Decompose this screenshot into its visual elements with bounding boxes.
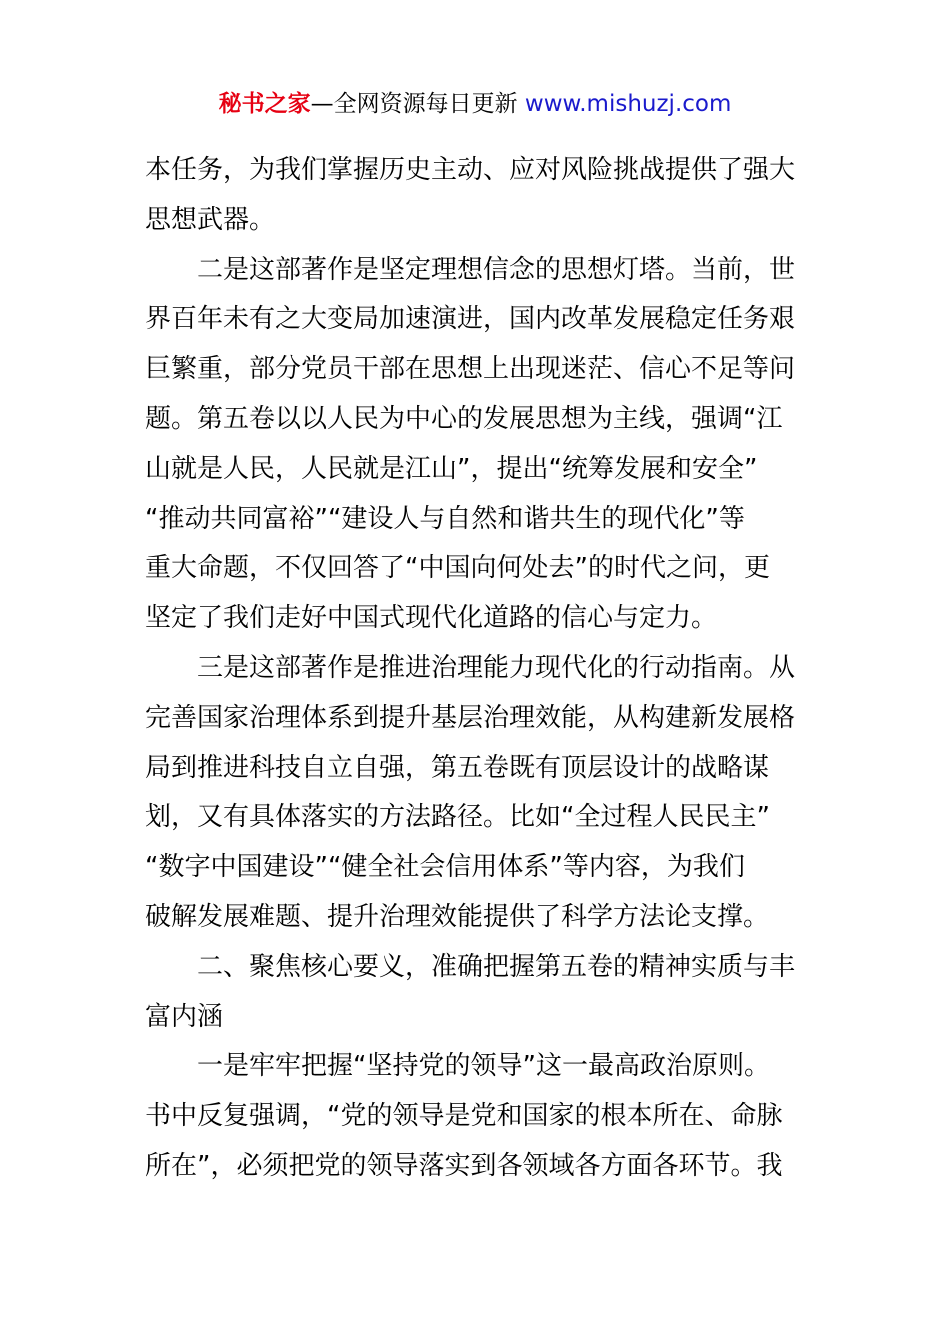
text-line: 所在”，必须把党的领导落实到各领域各方面各环节。我 — [145, 1150, 783, 1181]
text-line: 题。第五卷以以人民为中心的发展思想为主线，强调“江 — [145, 403, 783, 434]
page-header — [0, 88, 950, 120]
section-heading-cont: 富内涵 — [145, 1001, 224, 1032]
text-line: “数字中国建设”“健全社会信用体系”等内容，为我们 — [145, 852, 745, 883]
text-line: 局到推进科技自立自强，第五卷既有顶层设计的战略谋 — [145, 752, 770, 783]
text-line: 山就是人民，人民就是江山”，提出“统筹发展和安全” — [145, 453, 758, 484]
text-line: “推动共同富裕”“建设人与自然和谐共生的现代化”等 — [145, 503, 745, 534]
document-body — [145, 146, 810, 1192]
text-line: 界百年未有之大变局加速演进，国内改革发展稳定任务艰 — [145, 304, 796, 335]
text-line: 完善国家治理体系到提升基层治理效能，从构建新发展格 — [145, 702, 796, 733]
text-line: 二是这部著作是坚定理想信念的思想灯塔。当前，世 — [197, 254, 796, 285]
text-line: 破解发展难题、提升治理效能提供了科学方法论支撑。 — [145, 901, 770, 932]
text-line: 本任务，为我们掌握历史主动、应对风险挑战提供了强大 — [145, 155, 796, 185]
text-line: 坚定了我们走好中国式现代化道路的信心与定力。 — [145, 603, 718, 634]
text-line: 重大命题，不仅回答了“中国向何处去”的时代之问，更 — [145, 553, 770, 584]
header-tagline: —全网资源每日更新 — [310, 91, 525, 117]
text-line: 巨繁重，部分党员干部在思想上出现迷茫、信心不足等问 — [145, 354, 796, 385]
text-line: 三是这部著作是推进治理能力现代化的行动指南。从 — [197, 652, 796, 683]
text-line: 一是牢牢把握“坚持党的领导”这一最高政治原则。 — [197, 1051, 770, 1082]
text-line: 思想武器。 — [145, 204, 276, 235]
text-line: 书中反复强调，“党的领导是党和国家的根本所在、命脉 — [145, 1101, 783, 1132]
text-line: 划，又有具体落实的方法路径。比如“全过程人民民主” — [145, 802, 770, 833]
header-brand: 秘书之家 — [218, 91, 311, 117]
header-url[interactable]: www.mishuzj.com — [524, 91, 732, 117]
section-heading: 二、聚焦核心要义，准确把握第五卷的精神实质与丰 — [197, 951, 796, 982]
